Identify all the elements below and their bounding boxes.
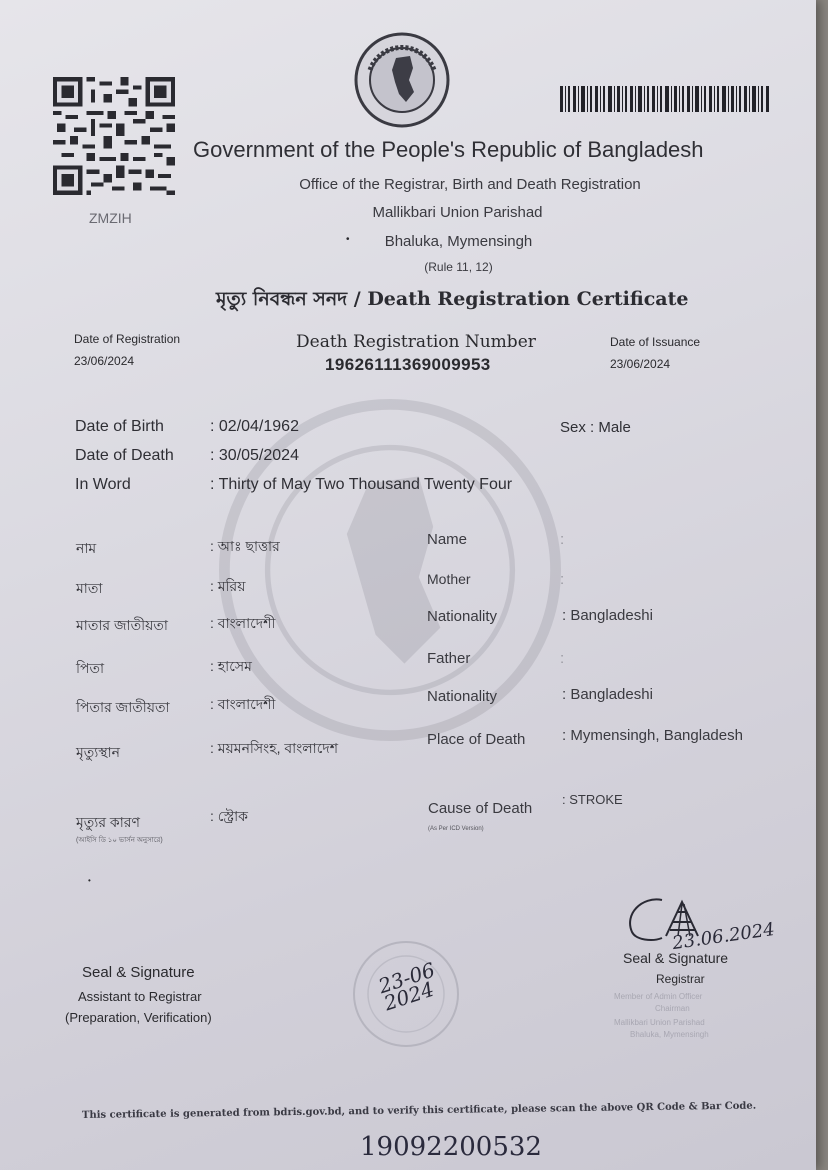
bn-mother-nationality-label: মাতার জাতীয়তা [76,617,168,633]
registration-number-label: Death Registration Number [296,332,536,352]
left-seal-signature-title: Seal & Signature [82,964,195,981]
bn-father-nationality-value: : বাংলাদেশী [210,696,276,712]
union-heading: Mallikbari Union Parishad [372,204,543,221]
bn-mother-nationality-value: : বাংলাদেশী [210,615,276,631]
barcode [560,86,770,112]
bn-mother-value: : মরিয় [210,578,246,594]
en-cause-note: (As Per ICD Version) [428,826,484,832]
dob-label: Date of Birth [75,418,164,435]
footer-verification-note: This certificate is generated from bdris.gov.bd, and to verify this certificate, please scan the above QR Code & Bar Code. [81,1100,757,1121]
bn-father-label: পিতা [76,660,105,676]
office-heading: Office of the Registrar, Birth and Death Registration [299,176,641,193]
certificate-title: মৃত্যু নিবন্ধন সনদ / Death Registration Certificate [216,288,689,310]
bn-mother-label: মাতা [76,580,103,596]
bn-cause-label: মৃত্যুর কারণ [76,814,140,830]
en-mother-nationality-value: : Bangladeshi [562,607,653,624]
en-father-label: Father [427,650,471,667]
right-stamp-line-1: Member of Admin Officer [614,992,703,1001]
en-father-value: : [560,650,565,667]
in-word-value: : Thirty of May Two Thousand Twenty Four [210,476,513,493]
en-name-value: : [560,531,565,548]
en-cause-label: Cause of Death [428,800,533,817]
bn-name-label: নাম [76,540,97,556]
en-mother-value: : [560,571,565,588]
in-word-label: In Word [75,476,131,493]
qr-code [53,77,175,195]
right-stamp-line-4: Bhaluka, Mymensingh [630,1030,709,1039]
bn-cause-note: (আইসি ডি ১০ ভার্সন অনুসারে) [76,837,163,844]
en-name-label: Name [427,531,468,548]
registration-number-value: 19626111369009953 [325,355,491,374]
en-place-of-death-label: Place of Death [427,731,526,748]
footer-handwritten-number: 19092200532 [360,1132,542,1162]
date-of-issuance-label: Date of Issuance [610,335,701,349]
en-father-nationality-value: : Bangladeshi [562,686,653,703]
bullet-dot: • [346,234,350,245]
center-handwritten-date: 23-06 2024 [375,957,438,1016]
en-father-nationality-label: Nationality [427,688,498,705]
dob-value: : 02/04/1962 [210,418,299,435]
en-cause-value: : STROKE [562,792,623,807]
date-of-issuance-value: 23/06/2024 [610,357,671,371]
en-place-of-death-value: : Mymensingh, Bangladesh [562,727,743,744]
dod-label: Date of Death [75,447,174,464]
rule-reference: (Rule 11, 12) [424,260,493,274]
right-handwritten-date: 23.06.2024 [671,918,777,955]
qr-code-label: ZMZIH [89,210,132,226]
right-stamp-line-3: Mallikbari Union Parishad [614,1018,705,1027]
government-seal-icon [352,30,452,130]
dod-value: : 30/05/2024 [210,447,299,464]
en-mother-label: Mother [427,571,471,587]
right-stamp-line-2: Chairman [655,1004,690,1013]
right-signature-role: Registrar [656,972,705,986]
bn-father-value: : হাসেম [210,658,252,674]
bn-father-nationality-label: পিতার জাতীয়তা [76,699,170,715]
left-signature-note: (Preparation, Verification) [65,1010,212,1025]
left-signature-role: Assistant to Registrar [78,989,202,1004]
bn-name-value: : আঃ ছাত্তার [210,538,280,554]
date-of-registration-label: Date of Registration [74,332,181,346]
location-heading: Bhaluka, Mymensingh [384,233,533,250]
en-mother-nationality-label: Nationality [427,608,498,625]
sex-value: Sex : Male [560,419,631,436]
bn-cause-value: : স্ট্রোক [210,808,248,824]
date-of-registration-value: 23/06/2024 [74,354,135,368]
bn-place-of-death-value: : ময়মনসিংহ, বাংলাদেশ [210,740,338,756]
bn-place-of-death-label: মৃত্যুস্থান [76,744,121,760]
government-heading: Government of the People's Republic of Bangladesh [193,137,704,162]
right-seal-signature-title: Seal & Signature [623,950,729,966]
stray-dot: • [88,876,91,885]
